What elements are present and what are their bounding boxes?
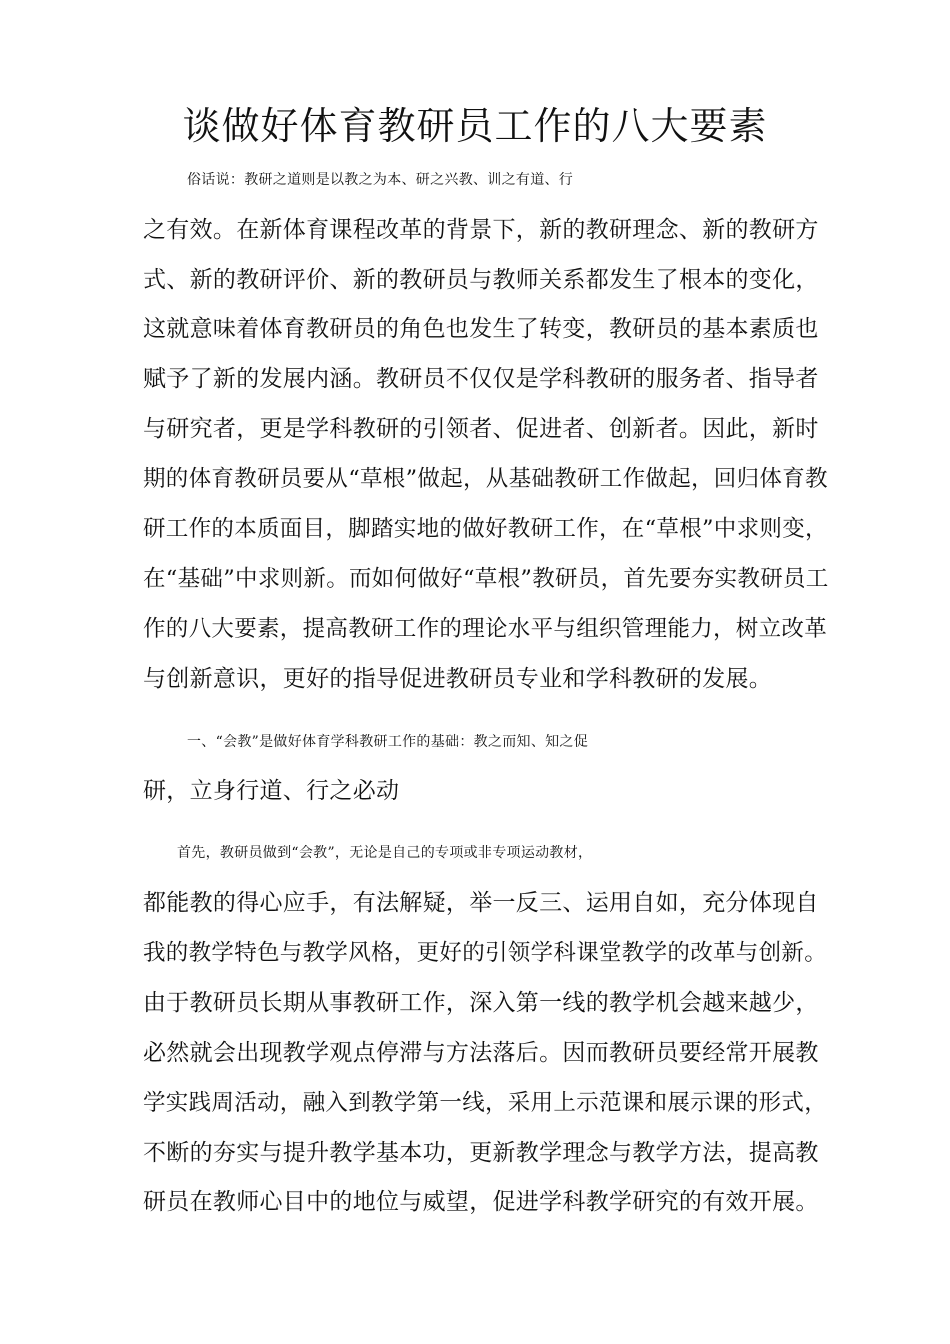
document-title: 谈做好体育教研员工作的八大要素 <box>182 104 768 148</box>
paragraph-line: 与研究者，更是学科教研的引领者、促进者、创新者。因此，新时 <box>143 416 819 442</box>
paragraph-line: 之有效。在新体育课程改革的背景下，新的教研理念、新的教研方 <box>143 217 819 243</box>
paragraph-line: 期的体育教研员要从“草根”做起，从基础教研工作做起，回归体育教 <box>143 466 828 492</box>
paragraph-line: 这就意味着体育教研员的角色也发生了转变，教研员的基本素质也 <box>143 316 819 342</box>
paragraph-line: 在“基础”中求则新。而如何做好“草根”教研员，首先要夯实教研员工 <box>143 566 829 592</box>
paragraph-line: 不断的夯实与提升教学基本功，更新教学理念与教学方法，提高教 <box>143 1140 819 1166</box>
paragraph-line: 俗话说：教研之道则是以教之为本、研之兴教、训之有道、行 <box>187 172 574 188</box>
paragraph-line: 作的八大要素，提高教研工作的理论水平与组织管理能力，树立改革 <box>143 616 828 642</box>
paragraph-line: 必然就会出现教学观点停滞与方法落后。因而教研员要经常开展教 <box>143 1040 819 1066</box>
paragraph-line: 都能教的得心应手，有法解疑，举一反三、运用自如，充分体现自 <box>143 890 819 916</box>
paragraph-line: 学实践周活动，融入到教学第一线，采用上示范课和展示课的形式， <box>143 1090 828 1116</box>
paragraph-line: 与创新意识，更好的指导促进教研员专业和学科教研的发展。 <box>143 666 773 692</box>
section-heading-line: 研，立身行道、行之必动 <box>143 778 400 804</box>
paragraph-line: 我的教学特色与教学风格，更好的引领学科课堂教学的改革与创新。 <box>143 940 828 966</box>
section-heading-line: 一、“会教”是做好体育学科教研工作的基础：教之而知、知之促 <box>187 734 589 750</box>
paragraph-line: 赋予了新的发展内涵。教研员不仅仅是学科教研的服务者、指导者 <box>143 366 819 392</box>
paragraph-line: 由于教研员长期从事教研工作，深入第一线的教学机会越来越少， <box>143 990 819 1016</box>
paragraph-line: 研员在教师心目中的地位与威望，促进学科教学研究的有效开展。 <box>143 1189 819 1215</box>
paragraph-line: 式、新的教研评价、新的教研员与教师关系都发生了根本的变化， <box>143 267 819 293</box>
paragraph-line: 首先，教研员做到“会教”，无论是自己的专项或非专项运动教材， <box>177 845 593 861</box>
paragraph-line: 研工作的本质面目，脚踏实地的做好教研工作，在“草根”中求则变， <box>143 516 828 542</box>
